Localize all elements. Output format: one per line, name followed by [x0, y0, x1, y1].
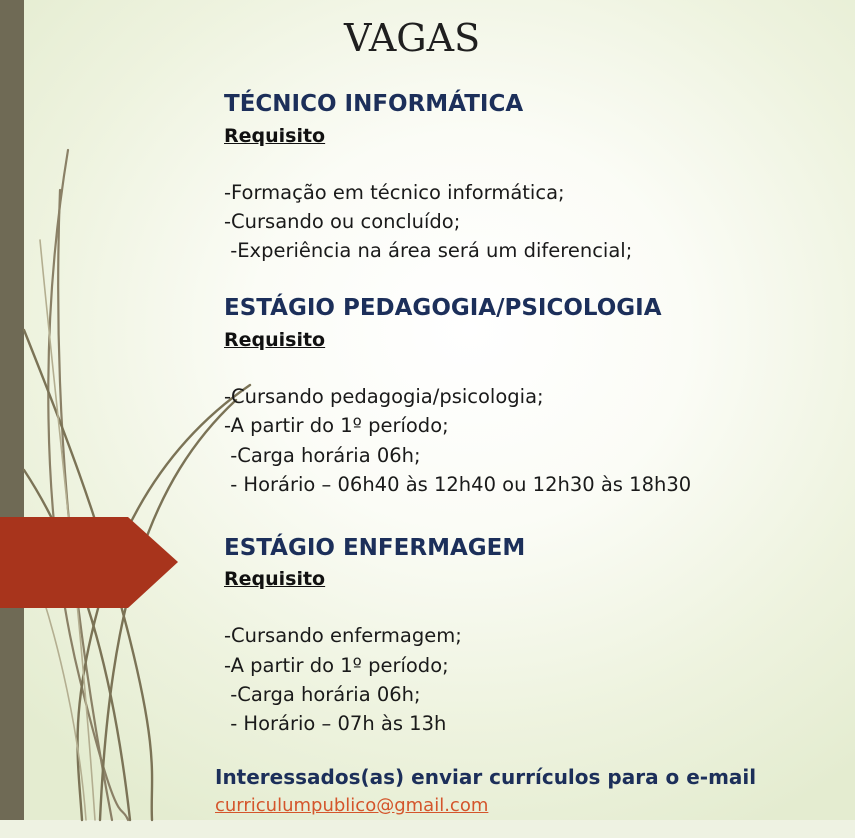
requirement-label: Requisito — [224, 568, 326, 590]
requirement-label: Requisito — [224, 125, 326, 147]
requirement-line: -Carga horária 06h; — [224, 683, 421, 706]
requirement-line: -A partir do 1º período; — [224, 414, 449, 437]
footer-instructions: Interessados(as) enviar currículos para o e-mail — [215, 765, 757, 789]
section-heading-estagio-pedagogia: ESTÁGIO PEDAGOGIA/PSICOLOGIA — [224, 295, 662, 321]
section-heading-tecnico-informatica: TÉCNICO INFORMÁTICA — [224, 91, 524, 117]
section-heading-estagio-enfermagem: ESTÁGIO ENFERMAGEM — [224, 535, 526, 561]
requirement-label: Requisito — [224, 329, 326, 351]
requirement-line: -A partir do 1º período; — [224, 654, 449, 677]
requirement-line: -Experiência na área será um diferencial; — [224, 239, 633, 262]
requirement-line: -Cursando ou concluído; — [224, 210, 461, 233]
requirement-line: -Cursando enfermagem; — [224, 624, 462, 647]
red-arrow-shape — [0, 517, 178, 608]
requirement-line: - Horário – 06h40 às 12h40 ou 12h30 às 18h30 — [224, 473, 692, 496]
requirement-line: -Carga horária 06h; — [224, 444, 421, 467]
requirement-line: -Formação em técnico informática; — [224, 181, 565, 204]
page-title: VAGAS — [344, 16, 481, 60]
email-link[interactable]: curriculumpublico@gmail.com — [215, 795, 489, 816]
requirement-line: -Cursando pedagogia/psicologia; — [224, 385, 544, 408]
requirement-line: - Horário – 07h às 13h — [224, 712, 447, 735]
